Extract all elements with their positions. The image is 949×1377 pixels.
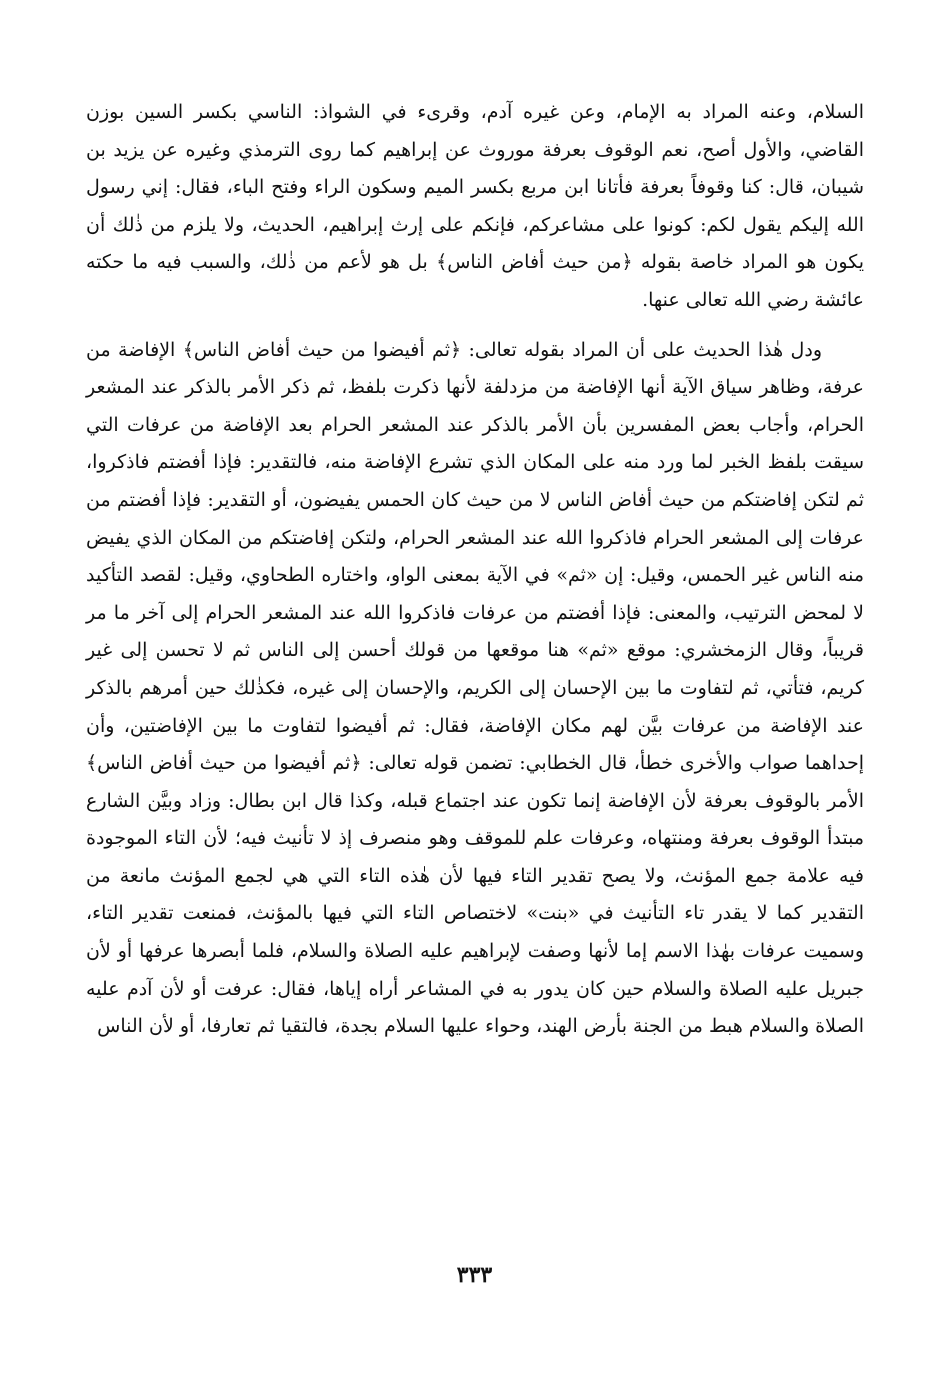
paragraph: السلام، وعنه المراد به الإمام، وعن غيره آدم، وقرىء في الشواذ: الناسي بكسر السين بوزن القاضي، والأول أصح، نعم الوقوف بعرفة موروث عن إبراهيم كما روى الترمذي وغيره عن يزيد بن شيبان، قال: كنا وقوفاً بعرفة فأتانا ابن مربع بكسر الميم وسكون الراء وفتح الباء، فقال: إني رسول الله إليكم يقول لكم: كونوا على مشاعركم، فإنكم على إرث إبراهيم، الحديث، ولا يلزم من ذٰلك أن يكون هو المراد خاصة بقوله ﴿من حيث أفاض الناس﴾ بل هو لأعم من ذٰلك، والسبب فيه ما حكته عائشة رضي الله تعالى عنها. [86, 101, 864, 311]
page-number: ٣٣٣ [456, 1262, 493, 1288]
page-body [86, 94, 864, 1046]
paragraph: ودل هٰذا الحديث على أن المراد بقوله تعالى: ﴿ثم أفيضوا من حيث أفاض الناس﴾ الإفاضة من عرفة، وظاهر سياق الآية أنها الإفاضة من مزدلفة لأنها ذكرت بلفظ، ثم ذكر الأمر بالذكر عند المشعر الحرام، وأجاب بعض المفسرين بأن الأمر بالذكر عند المشعر الحرام بعد الإفاضة من عرفات التي سيقت بلفظ الخبر لما ورد منه على المكان الذي تشرع الإفاضة منه، فالتقدير: فإذا أفضتم فاذكروا، ثم لتكن إفاضتكم من حيث أفاض الناس لا من حيث كان الحمس يفيضون، أو التقدير: فإذا أفضتم من عرفات إلى المشعر الحرام فاذكروا الله عند المشعر الحرام، ولتكن إفاضتكم من المكان الذي يفيض منه الناس غير الحمس، وقيل: إن «ثم» في الآية بمعنى الواو، واختاره الطحاوي، وقيل: لقصد التأكيد لا لمحض الترتيب، والمعنى: فإذا أفضتم من عرفات فاذكروا الله عند المشعر الحرام إلى آخر ما مر قريباً، وقال الزمخشري: موقع «ثم» هنا موقعها من قولك أحسن إلى الناس ثم لا تحسن إلى غير كريم، فتأتي، ثم لتفاوت ما بين الإحسان إلى الكريم، والإحسان إلى غيره، فكذٰلك حين أمرهم بالذكر عند الإفاضة من عرفات بيَّن لهم مكان الإفاضة، فقال: ثم أفيضوا لتفاوت ما بين الإفاضتين، وأن إحداهما صواب والأخرى خطأ، قال الخطابي: تضمن قوله تعالى: ﴿ثم أفيضوا من حيث أفاض الناس﴾ الأمر بالوقوف بعرفة لأن الإفاضة إنما تكون عند اجتماع قبله، وكذا قال ابن بطال: وزاد وبيَّن الشارع مبتدأ الوقوف بعرفة ومنتهاه، وعرفات علم للموقف وهو منصرف إذ لا تأنيث فيه؛ لأن التاء الموجودة فيه علامة جمع المؤنث، ولا يصح تقدير التاء فيها لأن هٰذه التاء التي هي لجمع المؤنث مانعة من التقدير كما لا يقدر تاء التأنيث في «بنت» لاختصاص التاء التي فيها بالمؤنث، فمنعت تقدير التاء، وسميت عرفات بهٰذا الاسم إما لأنها وصفت لإبراهيم عليه الصلاة والسلام، فلما أبصرها عرفها أو لأن جبريل عليه الصلاة والسلام حين كان يدور به في المشاعر أراه إياها، فقال: عرفت أو لأن آدم عليه الصلاة والسلام هبط من الجنة بأرض الهند، وحواء عليها السلام بجدة، فالتقيا ثم تعارفا، أو لأن الناس [86, 338, 864, 1038]
